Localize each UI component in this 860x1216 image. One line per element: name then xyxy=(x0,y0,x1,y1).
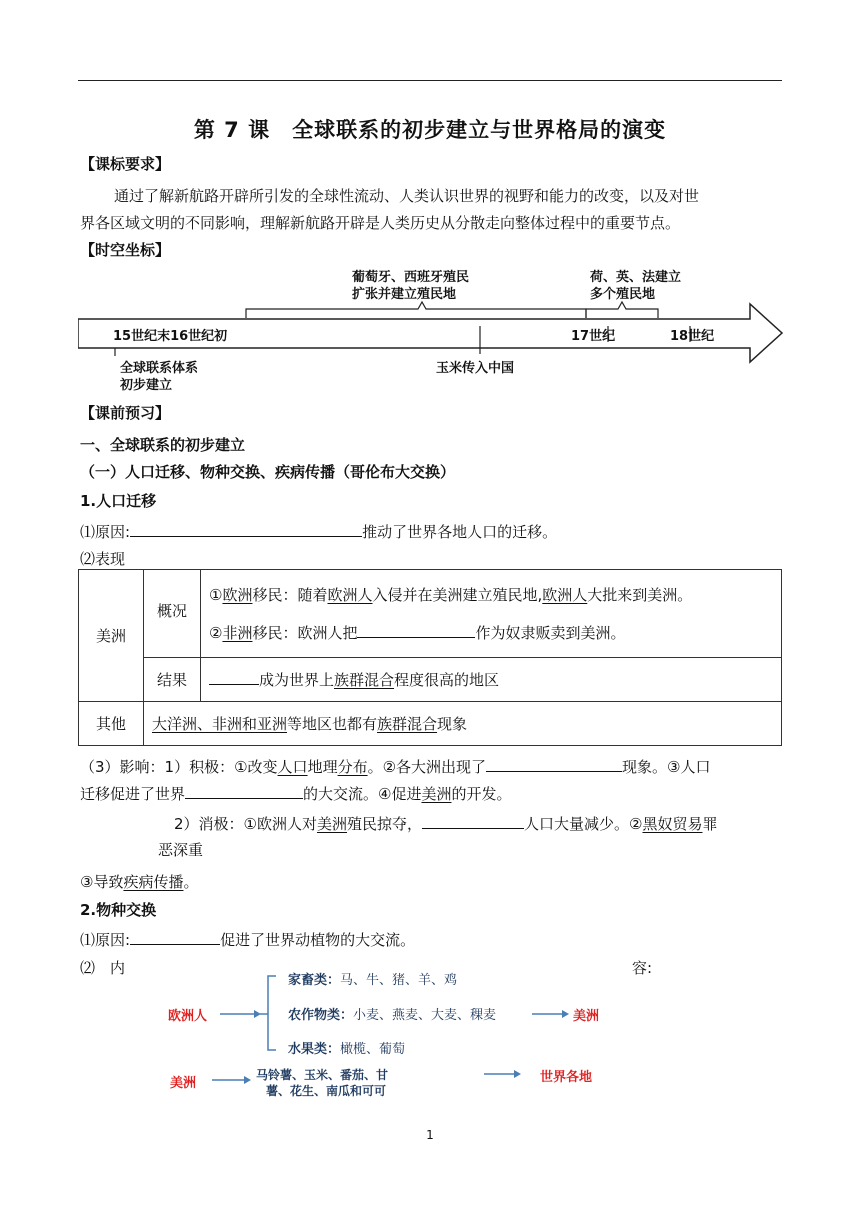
section-kebiao: 【课标要求】 xyxy=(80,155,171,173)
impact-line-4: 恶深重 xyxy=(158,841,204,859)
reason-suffix: 推动了世界各地人口的迁移。 xyxy=(362,523,558,541)
cell-overview xyxy=(201,570,782,658)
cell-gaikuang: 概况 xyxy=(144,570,201,658)
header-rule xyxy=(78,80,782,81)
flow-bracket xyxy=(268,976,276,1050)
performance-label: ⑵表现 xyxy=(80,550,126,568)
migration-table xyxy=(78,569,782,746)
africa-blank[interactable] xyxy=(357,623,475,638)
timeline-label-top2-l1: 荷、英、法建立 xyxy=(590,270,682,285)
flow-cat-3: 水果类：橄榄、葡萄 xyxy=(288,1042,406,1057)
section-yuxi: 【课前预习】 xyxy=(80,404,171,422)
flow-cat-2: 农作物类：小麦、燕麦、大麦、稞麦 xyxy=(288,1008,497,1023)
overview-line-1: ①欧洲移民：随着欧洲人入侵并在美洲建立殖民地,欧洲人大批来到美洲。 xyxy=(209,585,693,604)
heading-2: （一）人口迁移、物种交换、疾病传播（哥伦布大交换） xyxy=(80,463,456,481)
reason-line xyxy=(80,521,557,542)
species-reason-line: ⑴原因: 促进了世界动植物的大交流。 xyxy=(80,931,416,949)
flow-dest-2: 世界各地 xyxy=(540,1070,593,1085)
reason-prefix: ⑴原因: xyxy=(80,523,131,541)
timeline-mark-2: 17世纪 xyxy=(571,329,616,344)
impact-line-1: （3）影响：1）积极：①改变人口地理分布。②各大洲出现了 现象。③人口 xyxy=(80,758,711,776)
overview-line-2: ②非洲移民：欧洲人把 作为奴隶贩卖到美洲。 xyxy=(209,623,626,642)
flow-dest-1: 美洲 xyxy=(573,1009,600,1024)
timeline-label-bot2: 玉米传入中国 xyxy=(436,361,515,376)
cell-qita: 其他 xyxy=(79,702,144,746)
cell-other: 大洋洲、非洲和亚洲等地区也都有族群混合现象 xyxy=(144,702,782,746)
timeline-label-top1-l2: 扩张并建立殖民地 xyxy=(352,287,457,302)
impact-line-3: 2）消极：①欧洲人对美洲殖民掠夺， 人口大量减少。②黑奴贸易罪 xyxy=(174,815,718,833)
page-number: 1 xyxy=(426,1128,434,1142)
timeline-brace-2 xyxy=(586,302,658,318)
impact-blank-1[interactable] xyxy=(486,757,622,772)
impact-blank-3[interactable] xyxy=(422,814,524,829)
kebiao-line-1: 通过了解新航路开辟所引发的全球性流动、人类认识世界的视野和能力的改变，以及对世 xyxy=(114,187,700,205)
flow-americas-items-l2: 薯、花生、南瓜和可可 xyxy=(266,1084,387,1098)
heading-4: 2.物种交换 xyxy=(80,901,157,919)
cell-result: 成为世界上族群混合程度很高的地区 xyxy=(201,658,782,702)
species-content-suffix: 容: xyxy=(632,959,653,977)
flow-cat-1: 家畜类：马、牛、猪、羊、鸡 xyxy=(288,973,458,988)
kebiao-line-2: 界各区域文明的不同影响，理解新航路开辟是人类历史从分散走向整体过程中的重要节点。 xyxy=(80,214,681,232)
timeline-mark-3: 18世纪 xyxy=(670,329,715,344)
flow-americas: 美洲 xyxy=(170,1076,197,1091)
impact-line-5: ③导致疾病传播。 xyxy=(80,873,199,891)
heading-3: 1.人口迁移 xyxy=(80,492,157,510)
timeline-label-bot1-l2: 初步建立 xyxy=(120,378,173,393)
flow-americas-items-l1: 马铃薯、玉米、番茄、甘 xyxy=(256,1068,389,1082)
impact-blank-2[interactable] xyxy=(185,784,303,799)
section-shikong: 【时空坐标】 xyxy=(80,241,171,259)
timeline-label-top2-l2: 多个殖民地 xyxy=(590,287,656,302)
timeline-label-bot1-l1: 全球联系体系 xyxy=(120,361,199,376)
impact-line-2: 迁移促进了世界 的大交流。④促进美洲的开发。 xyxy=(80,785,512,803)
reason-blank[interactable] xyxy=(130,522,362,537)
result-blank[interactable] xyxy=(209,670,259,685)
species-reason-blank[interactable] xyxy=(130,930,220,945)
page-title: 第 7 课 全球联系的初步建立与世界格局的演变 xyxy=(193,118,667,142)
flow-europeans: 欧洲人 xyxy=(168,1009,208,1024)
cell-jieguo: 结果 xyxy=(144,658,201,702)
timeline-label-top1-l1: 葡萄牙、西班牙殖民 xyxy=(352,270,470,285)
timeline-mark-1: 15世纪末16世纪初 xyxy=(113,329,228,344)
species-content-prefix: ⑵ 内 xyxy=(80,959,126,977)
heading-1: 一、全球联系的初步建立 xyxy=(80,436,246,454)
timeline-brace-1 xyxy=(246,302,586,318)
cell-meizhou: 美洲 xyxy=(79,570,144,702)
